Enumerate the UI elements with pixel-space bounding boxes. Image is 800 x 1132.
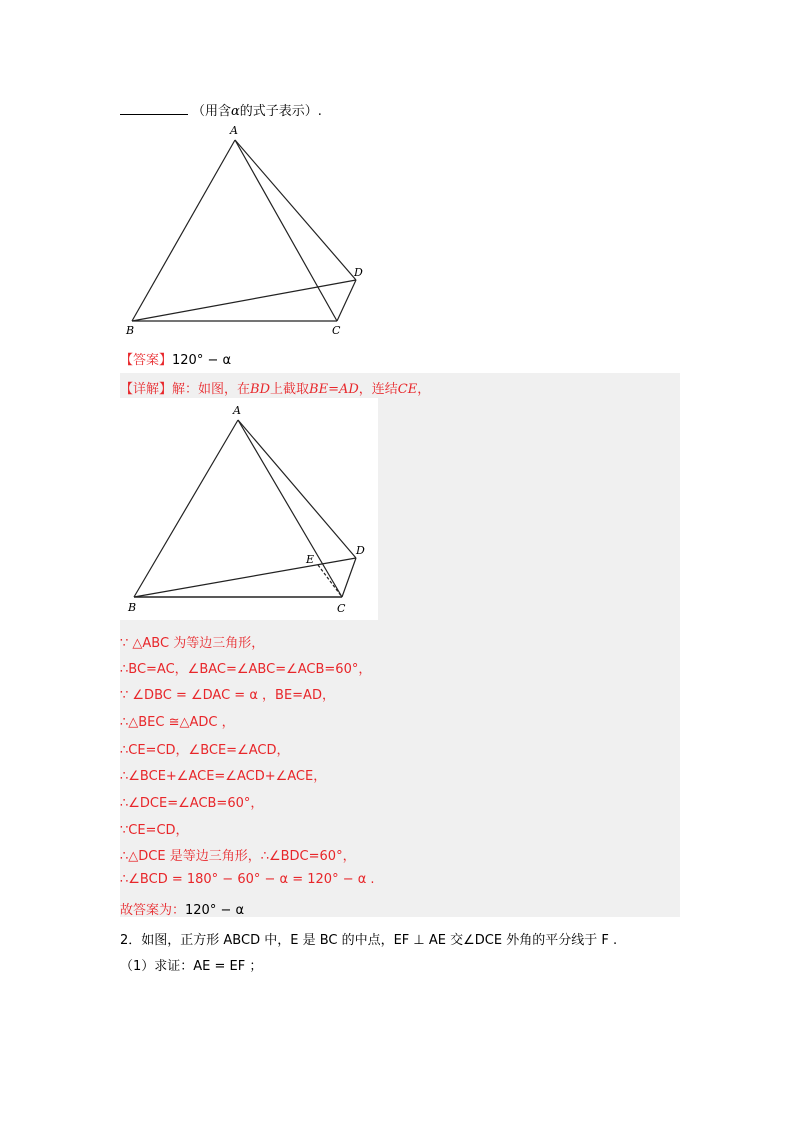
- answer-line: [120, 349, 231, 368]
- label-b: B: [128, 601, 137, 614]
- label-a: A: [233, 404, 241, 417]
- proof-line: ∴△DCE 是等边三角形，∴∠BDC=60°，: [120, 849, 356, 864]
- segment-ac: [235, 140, 337, 321]
- proof-line: ∴BC=AC，∠BAC=∠ABC=∠ACB=60°，: [120, 662, 372, 677]
- detail-intro: 解：如图，在: [172, 382, 251, 397]
- segment-cd: [342, 558, 356, 597]
- detail-ce: CE: [397, 382, 418, 397]
- question1-tail: （用含: [192, 104, 232, 119]
- proof-line: ∴∠DCE=∠ACB=60°，: [120, 796, 264, 811]
- detail-bd: BD: [250, 382, 271, 397]
- answer-value: 120° − α: [172, 353, 232, 368]
- segment-ce: [318, 565, 342, 597]
- label-d: D: [356, 544, 365, 557]
- segment-cd: [337, 280, 356, 321]
- segment-ab: [134, 420, 238, 597]
- label-c: C: [332, 324, 341, 337]
- figure-2: [120, 398, 378, 620]
- segment-bd: [132, 280, 356, 321]
- proof-line: ∴△BEC ≅△ADC ，: [120, 715, 235, 730]
- alpha-symbol: α: [231, 104, 240, 119]
- question2-part1: （1）求证：AE = EF ；: [120, 959, 263, 974]
- detail-be-ad: BE=AD: [309, 382, 359, 397]
- detail-connect: ，连结: [358, 382, 398, 397]
- detail-line: [120, 378, 430, 397]
- label-a: A: [230, 124, 238, 137]
- segment-ac: [238, 420, 342, 597]
- proof-line: ∴CE=CD，∠BCE=∠ACD，: [120, 743, 290, 758]
- segment-ad: [235, 140, 356, 280]
- question1-line: [120, 100, 322, 119]
- segment-ab: [132, 140, 235, 321]
- label-d: D: [354, 266, 363, 279]
- answer-blank: [120, 102, 188, 115]
- figure-1: [120, 118, 370, 340]
- final-answer-value: 120° − α: [185, 903, 245, 918]
- proof-line: ∵ ∠DBC = ∠DAC = α ，BE=AD，: [120, 688, 335, 703]
- answer-tag: 【答案】: [120, 353, 173, 368]
- question1-tail2: 的式子表示）.: [239, 104, 322, 119]
- detail-end: ，: [417, 382, 431, 397]
- proof-line: ∴∠BCD = 180° − 60° − α = 120° − α .: [120, 872, 375, 887]
- label-c: C: [337, 602, 346, 615]
- question2-text: 如图，正方形 ABCD 中，E 是 BC 的中点，EF ⊥ AE 交∠DCE 外角的平分线于 F .: [141, 933, 618, 948]
- label-b: B: [126, 324, 135, 337]
- question2-line: [120, 929, 617, 948]
- final-answer-line: [120, 899, 244, 918]
- segment-ad: [238, 420, 356, 558]
- segment-bd: [134, 558, 356, 597]
- detail-tag: 【详解】: [120, 382, 173, 397]
- proof-line: ∵ △ABC 为等边三角形，: [120, 636, 265, 651]
- final-answer-label: 故答案为：: [120, 903, 186, 918]
- proof-line: ∵CE=CD，: [120, 823, 189, 838]
- proof-line: ∴∠BCE+∠ACE=∠ACD+∠ACE，: [120, 769, 327, 784]
- question2-number: 2．: [120, 933, 142, 948]
- detail-mid: 上截取: [270, 382, 310, 397]
- label-e: E: [306, 553, 315, 566]
